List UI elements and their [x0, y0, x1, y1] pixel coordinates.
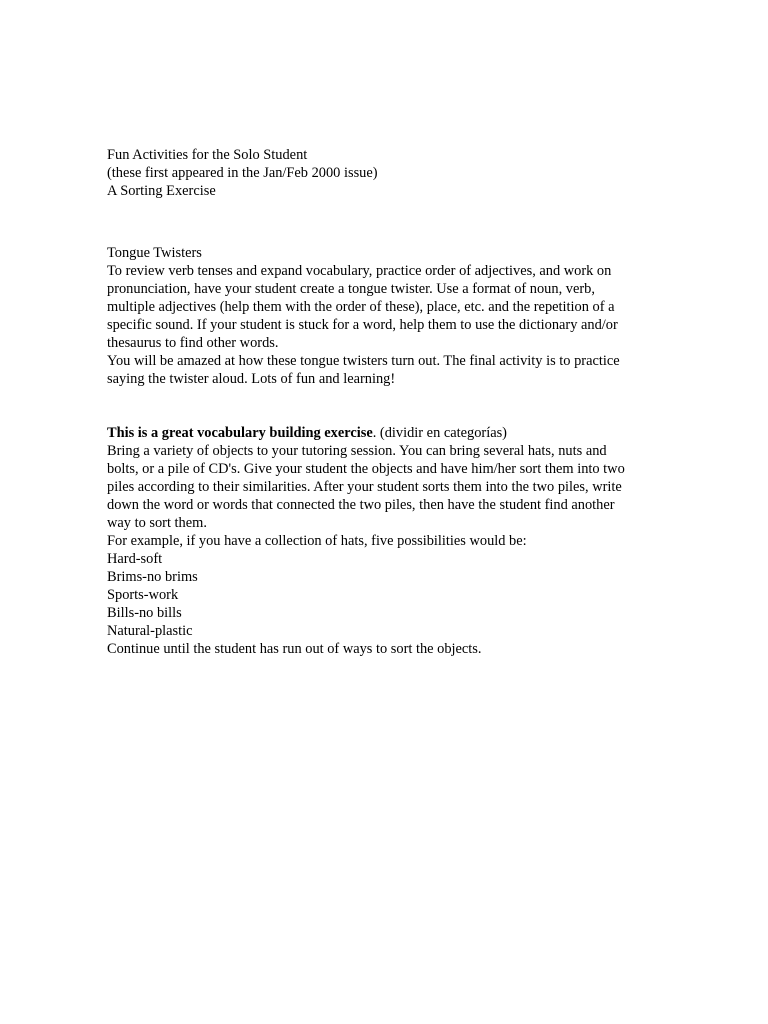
text-line: pronunciation, have your student create a tongue twister. Use a format of noun, verb, [107, 281, 595, 297]
example-item: Natural-plastic [107, 623, 193, 639]
vocabulary-heading [107, 424, 667, 442]
text-line: piles according to their similarities. After your student sorts them into the two piles, write [107, 479, 622, 495]
text-line: Bring a variety of objects to your tutoring session. You can bring several hats, nuts and [107, 443, 607, 459]
text-line: bolts, or a pile of CD's. Give your student the objects and have him/her sort them into two [107, 461, 625, 477]
example-item: Bills-no bills [107, 605, 182, 621]
closing-line: Continue until the student has run out of ways to sort the objects. [107, 641, 482, 657]
vocabulary-heading-note: . (dividir en categorías) [372, 425, 507, 441]
tongue-twisters-paragraph-1 [107, 262, 667, 352]
text-line: down the word or words that connected the two piles, then have the student find another [107, 497, 615, 513]
example-item: Sports-work [107, 587, 179, 603]
document-title: Fun Activities for the Solo Student [107, 147, 308, 163]
text-line: To review verb tenses and expand vocabulary, practice order of adjectives, and work on [107, 263, 612, 279]
text-line: multiple adjectives (help them with the order of these), place, etc. and the repetition of a [107, 299, 615, 315]
document-page [107, 146, 667, 658]
vocabulary-paragraph [107, 442, 667, 532]
document-subtitle: (these first appeared in the Jan/Feb 2000 issue) [107, 165, 378, 181]
section-name: A Sorting Exercise [107, 183, 216, 199]
vocabulary-heading-bold: This is a great vocabulary building exercise [107, 425, 373, 441]
text-line: way to sort them. [107, 515, 207, 531]
text-line: specific sound. If your student is stuck for a word, help them to use the dictionary and/or [107, 317, 618, 333]
tongue-twisters-heading: Tongue Twisters [107, 245, 202, 261]
text-line: saying the twister aloud. Lots of fun and learning! [107, 371, 396, 387]
example-intro: For example, if you have a collection of hats, five possibilities would be: [107, 533, 527, 549]
example-item: Brims-no brims [107, 569, 198, 585]
example-list [107, 550, 667, 640]
spacer [107, 388, 667, 424]
spacer [107, 200, 667, 244]
text-line: You will be amazed at how these tongue twisters turn out. The final activity is to practice [107, 353, 620, 369]
example-item: Hard-soft [107, 551, 163, 567]
text-line: thesaurus to find other words. [107, 335, 279, 351]
tongue-twisters-paragraph-2 [107, 352, 667, 388]
